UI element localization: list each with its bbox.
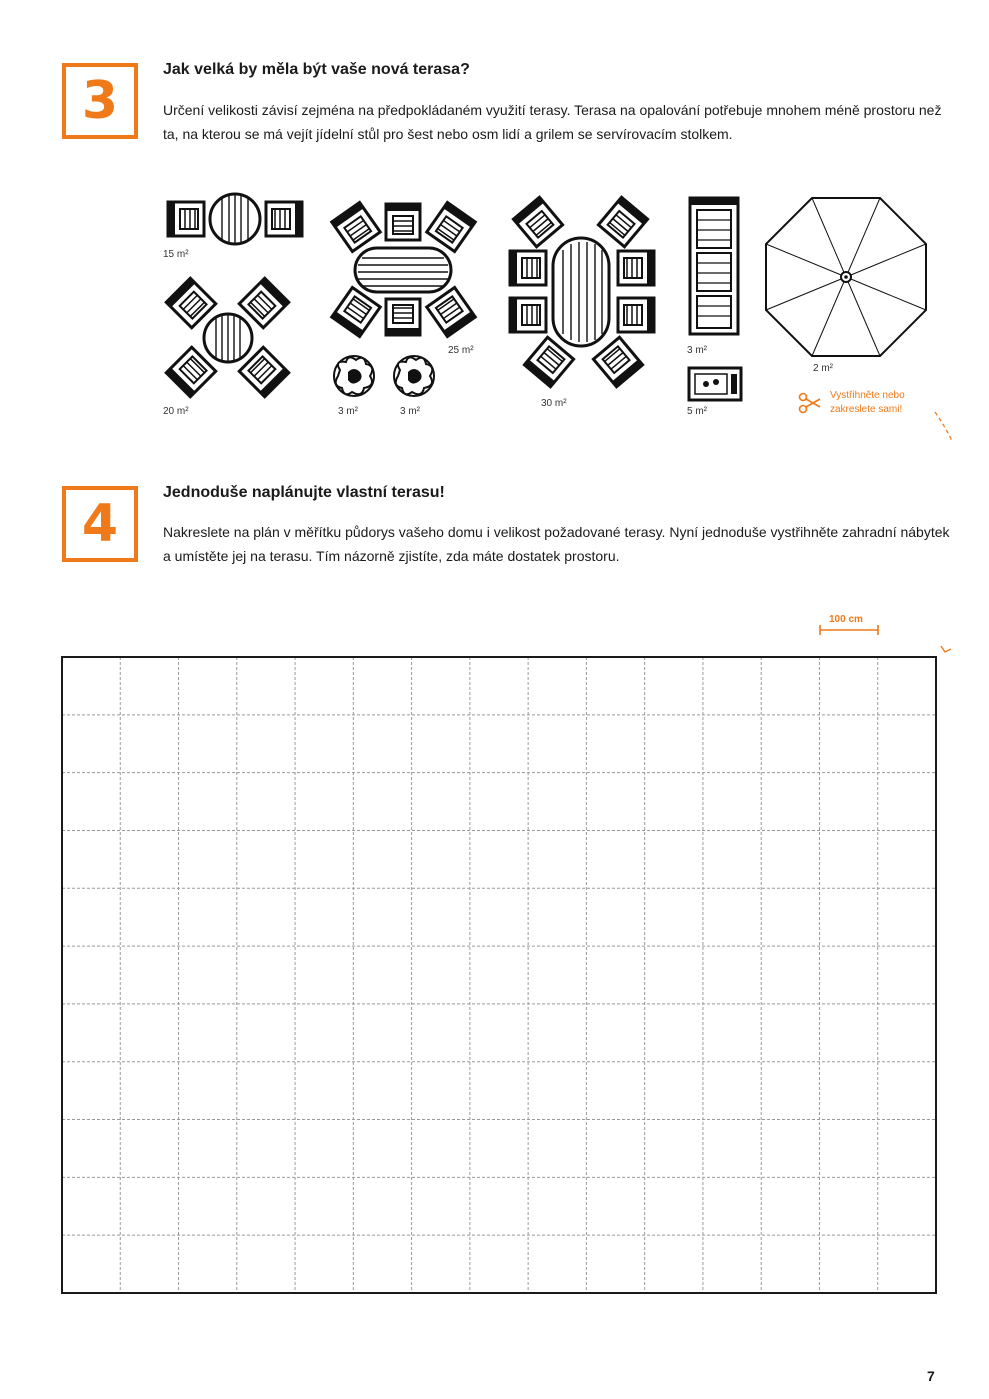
cut-note-line-2: zakreslete sami! [830, 404, 903, 415]
plant-1 [334, 356, 374, 396]
label-grill-m2: 5 m² [687, 406, 707, 417]
label-20-m2: 20 m² [163, 406, 189, 417]
scissors-icon [800, 394, 821, 413]
grill [689, 368, 741, 400]
cut-note [830, 389, 905, 417]
oval-table-6-seats [332, 203, 475, 337]
page-number: 7 [927, 1368, 935, 1384]
long-table-8-seats [510, 197, 654, 386]
dashed-cut-path [935, 412, 982, 440]
label-15-m2: 15 m² [163, 249, 189, 260]
cut-note-line-1: Vystřihněte nebo [830, 390, 905, 401]
section-4-title: Jednoduše naplánujte vlastní terasu! [163, 484, 445, 501]
label-25-m2: 25 m² [448, 345, 474, 356]
plant-2 [394, 356, 434, 396]
step-4-badge: 4 [62, 486, 138, 562]
umbrella [766, 198, 926, 356]
label-30-m2: 30 m² [541, 398, 567, 409]
section-4-text: Nakreslete na plán v měřítku půdorys vašeho domu i velikost požadované terasy. Nyní jednoduše vystřihněte zahradní nábytek a umístěte jej na terasu. Tím názorně zjistíte, zda máte dostatek prostoru. [163, 524, 950, 564]
round-table-2-seats [168, 194, 302, 244]
label-plant-2-m2: 3 m² [400, 406, 420, 417]
round-table-4-seats [166, 278, 288, 396]
label-umbrella-m2: 2 m² [813, 363, 833, 374]
label-lounger-m2: 3 m² [687, 345, 707, 356]
furniture-illustrations [0, 0, 989, 440]
label-plant-1-m2: 3 m² [338, 406, 358, 417]
cut-path-arrow-icon [938, 640, 958, 660]
section-3-text: Určení velikosti závisí zejména na předpokládaném využití terasy. Terasa na opalování potřebuje mnohem méně prostoru než ta, na kterou se má vejít jídelní stůl pro šest nebo osm lidí a grilem se servírovacím stolkem. [163, 102, 942, 142]
planning-grid[interactable] [60, 655, 940, 1297]
grid-border [62, 657, 936, 1293]
scale-label: 100 cm [829, 614, 863, 625]
sun-lounger [690, 198, 738, 334]
step-3-badge: 3 [62, 63, 138, 139]
scale-bar [818, 624, 882, 636]
section-3-title: Jak velká by měla být vaše nová terasa? [163, 61, 470, 78]
